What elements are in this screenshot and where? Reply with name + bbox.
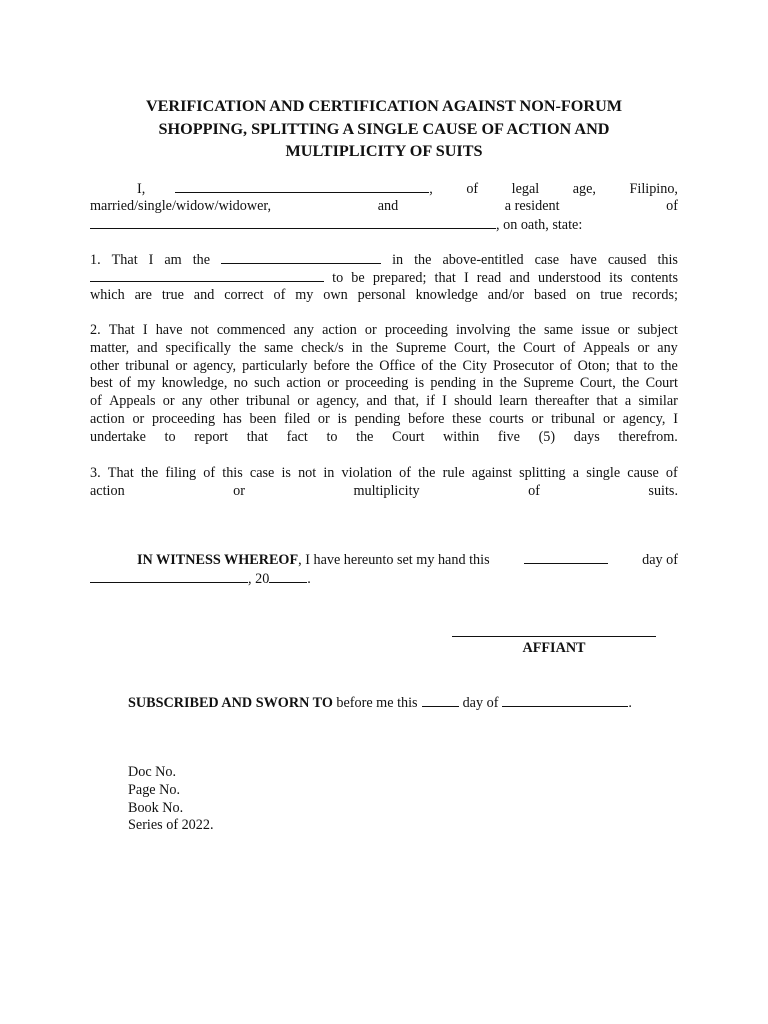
word: Supreme [395, 339, 447, 356]
word: pending [354, 411, 401, 427]
affiant-label: AFFIANT [522, 640, 586, 656]
word: agency, [316, 393, 360, 410]
word: knowledge, [161, 375, 228, 392]
witness-line-2 [90, 569, 678, 587]
word: of [528, 483, 540, 499]
word: and [366, 393, 387, 410]
word: any [293, 322, 315, 338]
intro-of: of [466, 181, 479, 197]
word: City [462, 357, 487, 374]
word: or [531, 411, 544, 427]
para2-line-6 [90, 410, 678, 428]
word: of [203, 465, 216, 481]
witness-day-of: day of [642, 552, 678, 568]
word: proceeding [152, 411, 216, 427]
intro-comma: , [429, 181, 433, 197]
word: and [137, 339, 158, 356]
word: same [264, 339, 294, 356]
affiant-signature-line[interactable] [452, 636, 656, 637]
word: I [673, 411, 678, 427]
document-title [90, 95, 678, 163]
word: of [665, 465, 678, 481]
affiant-name-blank[interactable] [175, 179, 429, 193]
book-no: Book No. [128, 799, 184, 816]
word: filing [165, 465, 197, 481]
word: been [249, 411, 277, 427]
word: against [471, 465, 512, 481]
word: before [313, 357, 350, 374]
title-line-2: SHOPPING, SPLITTING A SINGLE CAUSE OF ACTION AND [158, 119, 610, 138]
word: of [119, 375, 131, 392]
intro-age: age, [572, 181, 596, 197]
word: action [322, 322, 357, 338]
word: five [497, 428, 520, 445]
word: any [181, 393, 203, 410]
word: this [222, 465, 243, 481]
word: the [499, 375, 517, 392]
word: agency, [622, 411, 666, 427]
intro-filipino: Filipino, [629, 181, 678, 197]
word: no [233, 375, 248, 392]
word: learn [499, 393, 528, 410]
word: the [238, 339, 257, 356]
word: have [155, 322, 183, 338]
word: fact [286, 428, 308, 445]
series: Series of 2022. [128, 817, 214, 834]
word: specifically [165, 339, 231, 356]
word: Court [523, 339, 556, 356]
word: or [297, 393, 310, 410]
word: multiplicity [353, 483, 420, 499]
sworn-before-me: before me this [332, 695, 418, 711]
word: of [563, 339, 576, 356]
intro-of-2: of [666, 198, 678, 214]
word: is [414, 375, 425, 392]
word: is [281, 465, 291, 481]
word: proceeding [345, 375, 409, 392]
word: tribunal [245, 393, 291, 410]
word: before [408, 411, 445, 427]
word: case [249, 465, 275, 481]
word: Office [379, 357, 416, 374]
word: or [603, 411, 615, 427]
pleading-blank[interactable] [90, 268, 324, 282]
word: cause [627, 465, 659, 481]
para2-line-3 [90, 357, 678, 375]
word: I [442, 393, 447, 410]
sworn-line [128, 693, 678, 711]
para1-line-2: to be prepared; that I read and understood its contents [90, 268, 678, 286]
word: to [643, 357, 655, 374]
word: in [323, 465, 335, 481]
word: the [370, 339, 388, 356]
word: splitting [519, 465, 566, 481]
intro-on-oath: , on oath, state: [496, 217, 583, 233]
intro-i: I, [137, 181, 146, 197]
word: single [586, 465, 621, 481]
word: in [351, 339, 363, 356]
word: rule [442, 465, 465, 481]
word: or [617, 322, 630, 338]
word: in [482, 375, 494, 392]
word: a [572, 465, 580, 481]
title-line-3: MULTIPLICITY OF SUITS [285, 142, 483, 160]
word: the [355, 357, 374, 374]
word: that [596, 393, 618, 410]
word: of [559, 357, 572, 374]
word: same [543, 322, 574, 338]
residence-blank[interactable] [90, 215, 496, 229]
word: is [337, 411, 347, 427]
word: action [90, 483, 125, 499]
word: the [622, 375, 640, 392]
word: other [209, 393, 239, 410]
word: best [90, 375, 113, 392]
word: similar [638, 393, 678, 410]
word: or [637, 339, 650, 356]
word: I [142, 322, 148, 338]
word: agency, [193, 357, 237, 374]
word: courts [489, 411, 524, 427]
word: 3. [90, 465, 101, 481]
word: tribunal [551, 411, 596, 427]
word: Appeals [583, 339, 630, 356]
para2-line-4 [90, 374, 678, 392]
word: the [518, 322, 536, 338]
intro-line-1 [90, 179, 678, 197]
witness-line-1 [90, 550, 678, 568]
doc-no: Doc No. [128, 764, 177, 780]
witness-year-prefix: , 20 [248, 571, 270, 587]
word: Court, [454, 339, 491, 356]
para1-line-3: which are true and correct of my own personal knowledge and/or based on true records; [90, 287, 678, 303]
word: That [108, 322, 135, 338]
witness-year-blank[interactable] [269, 569, 307, 583]
para3-line-2 [90, 482, 678, 500]
word: the [439, 357, 457, 374]
word: days [573, 428, 600, 445]
word: such [254, 375, 281, 392]
word: action [286, 375, 322, 392]
word: suits. [648, 483, 678, 499]
word: not [190, 322, 209, 338]
sworn-month-blank[interactable] [502, 693, 628, 707]
word: matter, [90, 339, 130, 356]
word: has [222, 411, 242, 427]
word: undertake [90, 428, 146, 445]
witness-lead: IN WITNESS WHEREOF [137, 552, 299, 568]
word: involving [455, 322, 511, 338]
word: That [107, 465, 134, 481]
word: if [426, 393, 435, 410]
word: Prosecutor [493, 357, 554, 374]
intro-line-3 [90, 215, 678, 233]
word: of [421, 357, 434, 374]
word: action [90, 411, 125, 427]
word: or [162, 393, 175, 410]
party-role-blank[interactable] [221, 250, 381, 264]
word: to [164, 428, 176, 445]
word: filed [284, 411, 311, 427]
word: (5) [538, 428, 556, 445]
word: thereafter [534, 393, 590, 410]
word: of [90, 393, 102, 410]
word: my [137, 375, 156, 392]
sworn-day-blank[interactable] [422, 693, 459, 707]
word: not [298, 465, 317, 481]
word: or [317, 411, 330, 427]
sworn-period: . [628, 695, 632, 711]
intro-a-resident: a resident [504, 198, 560, 214]
word: other [90, 357, 120, 374]
intro-and: and [377, 198, 399, 214]
word: tribunal [125, 357, 170, 374]
word: or [327, 375, 340, 392]
word: the [140, 465, 159, 481]
word: violation [341, 465, 392, 481]
word: a [624, 393, 632, 410]
word: that, [394, 393, 420, 410]
word: check/s [301, 339, 344, 356]
word: particularly [242, 357, 308, 374]
para2-line-5 [90, 392, 678, 410]
para3-line-1 [90, 464, 678, 482]
sworn-lead: SUBSCRIBED AND SWORN TO [128, 695, 333, 711]
word: or [233, 483, 245, 499]
word: the [660, 357, 678, 374]
para2-line-1 [90, 321, 678, 339]
word: within [443, 428, 480, 445]
witness-year-suffix: . [307, 571, 311, 587]
word: the [497, 339, 516, 356]
para2-line-2 [90, 339, 678, 357]
intro-legal: legal [511, 181, 540, 197]
word: or [364, 322, 377, 338]
word: or [132, 411, 145, 427]
word: pending [430, 375, 477, 392]
word: that [246, 428, 268, 445]
word: that [616, 357, 638, 374]
word: Court [392, 428, 425, 445]
word: or [175, 357, 188, 374]
word: the [418, 465, 436, 481]
civil-status: married/single/widow/widower, [90, 198, 272, 214]
title-line-1: VERIFICATION AND CERTIFICATION AGAINST NON-FORUM [145, 97, 623, 115]
word: the [356, 428, 374, 445]
word: commenced [216, 322, 286, 338]
sworn-day-of: day of [462, 695, 499, 711]
word: 2. [90, 322, 101, 338]
word: these [452, 411, 482, 427]
word: Appeals [109, 393, 156, 410]
word: therefrom. [618, 428, 678, 445]
word: Court, [579, 375, 616, 392]
para2-line-7 [90, 428, 678, 446]
page-no: Page No. [128, 781, 181, 798]
word: to [326, 428, 338, 445]
intro-line-2 [90, 197, 678, 215]
word: report [194, 428, 229, 445]
notarial-details [128, 764, 214, 835]
witness-day-blank[interactable] [524, 550, 608, 564]
word: Supreme [523, 375, 574, 392]
witness-mid: , I have hereunto set my hand this [298, 552, 490, 568]
word: subject [637, 322, 678, 338]
word: should [454, 393, 492, 410]
word: any [657, 339, 678, 356]
word: Court [645, 375, 678, 392]
word: issue [581, 322, 610, 338]
word: of [399, 465, 411, 481]
word: Oton; [577, 357, 610, 374]
witness-month-blank[interactable] [90, 569, 248, 583]
word: proceeding [384, 322, 448, 338]
para1-line-1: 1. That I am the in the above-entitled case have caused this [90, 252, 678, 268]
